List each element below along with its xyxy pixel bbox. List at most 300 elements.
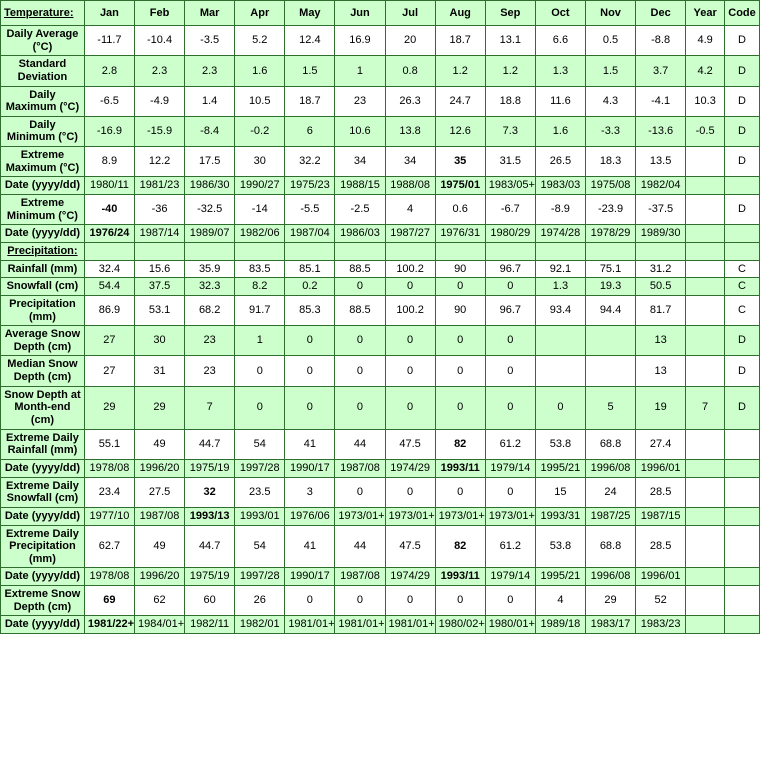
table-row — [1, 195, 760, 225]
cell-nov-4: 18.3 — [585, 147, 635, 177]
cell-year-4 — [686, 147, 725, 177]
table-row — [1, 616, 760, 634]
cell-apr-2: 91.7 — [235, 295, 285, 325]
cell-year-4 — [686, 356, 725, 386]
cell-mar-7: 1975/19 — [185, 459, 235, 477]
table-row — [1, 278, 760, 296]
table-row — [1, 260, 760, 278]
cell-code-12 — [725, 586, 760, 616]
cell-apr-0: 83.5 — [235, 260, 285, 278]
cell-dec-3: 13 — [636, 326, 686, 356]
cell-oct-2: 11.6 — [535, 86, 585, 116]
cell-dec-11: 1996/01 — [636, 568, 686, 586]
cell-feb-6: -36 — [134, 195, 184, 225]
cell-jun-2: 23 — [335, 86, 385, 116]
cell-jun-3: 10.6 — [335, 116, 385, 146]
cell-apr-12: 26 — [235, 586, 285, 616]
cell-aug-5: 1975/01 — [435, 177, 485, 195]
cell-mar-0: 35.9 — [185, 260, 235, 278]
cell-year-11 — [686, 568, 725, 586]
cell-aug-3: 12.6 — [435, 116, 485, 146]
cell-nov-3 — [585, 326, 635, 356]
cell-jul-2: 26.3 — [385, 86, 435, 116]
cell-jul-4: 0 — [385, 356, 435, 386]
cell-aug-4: 35 — [435, 147, 485, 177]
cell-dec-9: 1987/15 — [636, 507, 686, 525]
cell-year-6 — [686, 429, 725, 459]
section-header-row-precipitation — [1, 242, 760, 260]
cell-feb-5: 1981/23 — [134, 177, 184, 195]
cell-mar-2: 1.4 — [185, 86, 235, 116]
cell-code-3: D — [725, 326, 760, 356]
cell-oct-3 — [535, 326, 585, 356]
cell-apr-0: 5.2 — [235, 26, 285, 56]
cell-may-11: 1990/17 — [285, 568, 335, 586]
cell-oct-12: 4 — [535, 586, 585, 616]
cell-apr-13: 1982/01 — [235, 616, 285, 634]
cell-sep-3: 0 — [485, 326, 535, 356]
cell-feb-10: 49 — [134, 525, 184, 568]
cell-jan-8: 23.4 — [84, 477, 134, 507]
cell-apr-4: 30 — [235, 147, 285, 177]
cell-code-0: D — [725, 26, 760, 56]
cell-aug-2: 90 — [435, 295, 485, 325]
section-spacer-cell — [725, 242, 760, 260]
cell-feb-9: 1987/08 — [134, 507, 184, 525]
cell-may-13: 1981/01+ — [285, 616, 335, 634]
cell-aug-12: 0 — [435, 586, 485, 616]
row-label-date-yyyy-dd-7: Date (yyyy/dd) — [1, 459, 85, 477]
cell-oct-5: 0 — [535, 386, 585, 429]
cell-jun-2: 88.5 — [335, 295, 385, 325]
cell-aug-10: 82 — [435, 525, 485, 568]
cell-mar-13: 1982/11 — [185, 616, 235, 634]
cell-aug-3: 0 — [435, 326, 485, 356]
cell-year-3: -0.5 — [686, 116, 725, 146]
cell-aug-13: 1980/02+ — [435, 616, 485, 634]
header-month-apr: Apr — [235, 1, 285, 26]
cell-sep-1: 1.2 — [485, 56, 535, 86]
table-row — [1, 586, 760, 616]
row-label-extreme-maximum-c-4: Extreme Maximum (°C) — [1, 147, 85, 177]
cell-dec-3: -13.6 — [636, 116, 686, 146]
section-spacer-cell — [84, 242, 134, 260]
cell-jul-6: 4 — [385, 195, 435, 225]
cell-year-0 — [686, 260, 725, 278]
cell-jan-11: 1978/08 — [84, 568, 134, 586]
cell-dec-6: -37.5 — [636, 195, 686, 225]
cell-feb-1: 2.3 — [134, 56, 184, 86]
row-label-average-snow-depth-cm-3: Average Snow Depth (cm) — [1, 326, 85, 356]
cell-may-7: 1990/17 — [285, 459, 335, 477]
cell-oct-2: 93.4 — [535, 295, 585, 325]
cell-jun-6: 44 — [335, 429, 385, 459]
cell-jun-4: 0 — [335, 356, 385, 386]
cell-apr-8: 23.5 — [235, 477, 285, 507]
section-spacer-cell — [134, 242, 184, 260]
cell-aug-1: 0 — [435, 278, 485, 296]
cell-oct-4: 26.5 — [535, 147, 585, 177]
header-month-jun: Jun — [335, 1, 385, 26]
cell-jan-7: 1976/24 — [84, 225, 134, 243]
cell-dec-1: 3.7 — [636, 56, 686, 86]
cell-year-5: 7 — [686, 386, 725, 429]
cell-sep-2: 96.7 — [485, 295, 535, 325]
header-month-jan: Jan — [84, 1, 134, 26]
section-label-precipitation: Precipitation: — [1, 242, 85, 260]
row-label-extreme-snow-depth-cm-12: Extreme Snow Depth (cm) — [1, 586, 85, 616]
cell-year-0: 4.9 — [686, 26, 725, 56]
cell-nov-6: 68.8 — [585, 429, 635, 459]
section-spacer-cell — [585, 242, 635, 260]
cell-aug-6: 0.6 — [435, 195, 485, 225]
cell-sep-0: 96.7 — [485, 260, 535, 278]
header-month-sep: Sep — [485, 1, 535, 26]
cell-may-0: 85.1 — [285, 260, 335, 278]
cell-mar-1: 32.3 — [185, 278, 235, 296]
section-spacer-cell — [686, 242, 725, 260]
cell-oct-10: 53.8 — [535, 525, 585, 568]
cell-dec-0: 31.2 — [636, 260, 686, 278]
cell-oct-1: 1.3 — [535, 278, 585, 296]
cell-jul-3: 0 — [385, 326, 435, 356]
cell-oct-7: 1974/28 — [535, 225, 585, 243]
cell-code-9 — [725, 507, 760, 525]
cell-code-5: D — [725, 386, 760, 429]
cell-nov-11: 1996/08 — [585, 568, 635, 586]
cell-oct-4 — [535, 356, 585, 386]
cell-year-13 — [686, 616, 725, 634]
cell-jul-12: 0 — [385, 586, 435, 616]
cell-oct-7: 1995/21 — [535, 459, 585, 477]
row-label-extreme-daily-rainfall-mm-6: Extreme Daily Rainfall (mm) — [1, 429, 85, 459]
section-spacer-cell — [335, 242, 385, 260]
cell-jul-7: 1974/29 — [385, 459, 435, 477]
cell-aug-11: 1993/11 — [435, 568, 485, 586]
cell-mar-5: 1986/30 — [185, 177, 235, 195]
cell-nov-13: 1983/17 — [585, 616, 635, 634]
cell-oct-6: -8.9 — [535, 195, 585, 225]
cell-mar-10: 44.7 — [185, 525, 235, 568]
cell-may-9: 1976/06 — [285, 507, 335, 525]
cell-jun-12: 0 — [335, 586, 385, 616]
cell-apr-5: 1990/27 — [235, 177, 285, 195]
cell-may-1: 0.2 — [285, 278, 335, 296]
cell-apr-1: 8.2 — [235, 278, 285, 296]
cell-apr-7: 1982/06 — [235, 225, 285, 243]
cell-aug-1: 1.2 — [435, 56, 485, 86]
cell-apr-11: 1997/28 — [235, 568, 285, 586]
cell-dec-4: 13.5 — [636, 147, 686, 177]
cell-code-7 — [725, 225, 760, 243]
table-row — [1, 225, 760, 243]
cell-year-7 — [686, 459, 725, 477]
cell-jan-13: 1981/22+ — [84, 616, 134, 634]
cell-sep-3: 7.3 — [485, 116, 535, 146]
cell-jun-13: 1981/01+ — [335, 616, 385, 634]
cell-jul-11: 1974/29 — [385, 568, 435, 586]
cell-may-4: 32.2 — [285, 147, 335, 177]
cell-nov-2: 4.3 — [585, 86, 635, 116]
cell-jul-5: 1988/08 — [385, 177, 435, 195]
cell-sep-2: 18.8 — [485, 86, 535, 116]
cell-feb-7: 1996/20 — [134, 459, 184, 477]
cell-code-2: C — [725, 295, 760, 325]
cell-jul-0: 100.2 — [385, 260, 435, 278]
cell-year-10 — [686, 525, 725, 568]
cell-jan-2: 86.9 — [84, 295, 134, 325]
row-label-extreme-daily-snowfall-cm-8: Extreme Daily Snowfall (cm) — [1, 477, 85, 507]
cell-sep-5: 0 — [485, 386, 535, 429]
cell-jul-0: 20 — [385, 26, 435, 56]
cell-may-0: 12.4 — [285, 26, 335, 56]
cell-may-3: 6 — [285, 116, 335, 146]
cell-may-6: 41 — [285, 429, 335, 459]
cell-feb-0: 15.6 — [134, 260, 184, 278]
cell-nov-0: 0.5 — [585, 26, 635, 56]
cell-mar-3: -8.4 — [185, 116, 235, 146]
cell-year-2: 10.3 — [686, 86, 725, 116]
row-label-date-yyyy-dd-11: Date (yyyy/dd) — [1, 568, 85, 586]
table-row — [1, 386, 760, 429]
cell-jun-1: 1 — [335, 56, 385, 86]
cell-apr-3: 1 — [235, 326, 285, 356]
section-spacer-cell — [636, 242, 686, 260]
cell-may-7: 1987/04 — [285, 225, 335, 243]
cell-sep-6: 61.2 — [485, 429, 535, 459]
cell-oct-6: 53.8 — [535, 429, 585, 459]
row-label-daily-minimum-c-3: Daily Minimum (°C) — [1, 116, 85, 146]
cell-feb-4: 12.2 — [134, 147, 184, 177]
cell-jun-8: 0 — [335, 477, 385, 507]
cell-sep-4: 0 — [485, 356, 535, 386]
cell-dec-1: 50.5 — [636, 278, 686, 296]
cell-jan-1: 2.8 — [84, 56, 134, 86]
cell-apr-4: 0 — [235, 356, 285, 386]
cell-apr-6: 54 — [235, 429, 285, 459]
cell-jan-3: 27 — [84, 326, 134, 356]
cell-aug-9: 1973/01+ — [435, 507, 485, 525]
row-label-date-yyyy-dd-5: Date (yyyy/dd) — [1, 177, 85, 195]
cell-may-3: 0 — [285, 326, 335, 356]
cell-mar-12: 60 — [185, 586, 235, 616]
cell-jun-4: 34 — [335, 147, 385, 177]
section-spacer-cell — [385, 242, 435, 260]
cell-oct-0: 6.6 — [535, 26, 585, 56]
cell-code-6 — [725, 429, 760, 459]
cell-nov-7: 1978/29 — [585, 225, 635, 243]
cell-feb-11: 1996/20 — [134, 568, 184, 586]
header-month-may: May — [285, 1, 335, 26]
cell-jan-4: 27 — [84, 356, 134, 386]
cell-dec-13: 1983/23 — [636, 616, 686, 634]
table-row — [1, 477, 760, 507]
cell-mar-9: 1993/13 — [185, 507, 235, 525]
cell-oct-1: 1.3 — [535, 56, 585, 86]
cell-sep-1: 0 — [485, 278, 535, 296]
cell-may-1: 1.5 — [285, 56, 335, 86]
header-month-feb: Feb — [134, 1, 184, 26]
cell-aug-0: 90 — [435, 260, 485, 278]
cell-feb-8: 27.5 — [134, 477, 184, 507]
cell-mar-0: -3.5 — [185, 26, 235, 56]
header-month-jul: Jul — [385, 1, 435, 26]
header-code: Code — [725, 1, 760, 26]
cell-jul-6: 47.5 — [385, 429, 435, 459]
cell-feb-5: 29 — [134, 386, 184, 429]
cell-nov-5: 1975/08 — [585, 177, 635, 195]
cell-apr-3: -0.2 — [235, 116, 285, 146]
cell-may-6: -5.5 — [285, 195, 335, 225]
cell-sep-9: 1973/01+ — [485, 507, 535, 525]
row-label-rainfall-mm-0: Rainfall (mm) — [1, 260, 85, 278]
cell-may-4: 0 — [285, 356, 335, 386]
cell-code-1: D — [725, 56, 760, 86]
cell-dec-2: -4.1 — [636, 86, 686, 116]
table-row — [1, 86, 760, 116]
section-spacer-cell — [535, 242, 585, 260]
cell-jan-3: -16.9 — [84, 116, 134, 146]
cell-code-13 — [725, 616, 760, 634]
cell-sep-0: 13.1 — [485, 26, 535, 56]
table-row — [1, 147, 760, 177]
cell-dec-5: 1982/04 — [636, 177, 686, 195]
cell-aug-2: 24.7 — [435, 86, 485, 116]
row-label-daily-maximum-c-2: Daily Maximum (°C) — [1, 86, 85, 116]
cell-mar-4: 17.5 — [185, 147, 235, 177]
row-label-date-yyyy-dd-9: Date (yyyy/dd) — [1, 507, 85, 525]
cell-jan-6: -40 — [84, 195, 134, 225]
cell-nov-1: 1.5 — [585, 56, 635, 86]
cell-jan-6: 55.1 — [84, 429, 134, 459]
cell-nov-9: 1987/25 — [585, 507, 635, 525]
cell-nov-1: 19.3 — [585, 278, 635, 296]
table-header — [1, 1, 760, 26]
cell-code-7 — [725, 459, 760, 477]
cell-code-4: D — [725, 356, 760, 386]
cell-feb-3: 30 — [134, 326, 184, 356]
cell-dec-0: -8.8 — [636, 26, 686, 56]
cell-aug-7: 1993/11 — [435, 459, 485, 477]
cell-jan-1: 54.4 — [84, 278, 134, 296]
row-label-extreme-daily-precipitation-mm-10: Extreme Daily Precipitation (mm) — [1, 525, 85, 568]
cell-jun-0: 88.5 — [335, 260, 385, 278]
header-month-dec: Dec — [636, 1, 686, 26]
cell-jan-9: 1977/10 — [84, 507, 134, 525]
cell-nov-2: 94.4 — [585, 295, 635, 325]
cell-jun-6: -2.5 — [335, 195, 385, 225]
cell-year-8 — [686, 477, 725, 507]
cell-jul-8: 0 — [385, 477, 435, 507]
cell-mar-1: 2.3 — [185, 56, 235, 86]
cell-feb-7: 1987/14 — [134, 225, 184, 243]
cell-jun-11: 1987/08 — [335, 568, 385, 586]
cell-dec-12: 52 — [636, 586, 686, 616]
row-label-standard-deviation-1: Standard Deviation — [1, 56, 85, 86]
row-label-snowfall-cm-1: Snowfall (cm) — [1, 278, 85, 296]
cell-sep-4: 31.5 — [485, 147, 535, 177]
table-row — [1, 295, 760, 325]
cell-code-0: C — [725, 260, 760, 278]
cell-jan-5: 29 — [84, 386, 134, 429]
cell-oct-13: 1989/18 — [535, 616, 585, 634]
cell-code-8 — [725, 477, 760, 507]
cell-dec-4: 13 — [636, 356, 686, 386]
cell-code-6: D — [725, 195, 760, 225]
cell-year-3 — [686, 326, 725, 356]
cell-jul-1: 0 — [385, 278, 435, 296]
cell-may-5: 1975/23 — [285, 177, 335, 195]
cell-nov-8: 24 — [585, 477, 635, 507]
cell-apr-1: 1.6 — [235, 56, 285, 86]
header-month-aug: Aug — [435, 1, 485, 26]
cell-nov-7: 1996/08 — [585, 459, 635, 477]
cell-feb-1: 37.5 — [134, 278, 184, 296]
cell-jun-1: 0 — [335, 278, 385, 296]
cell-feb-0: -10.4 — [134, 26, 184, 56]
cell-jan-5: 1980/11 — [84, 177, 134, 195]
cell-mar-3: 23 — [185, 326, 235, 356]
cell-oct-3: 1.6 — [535, 116, 585, 146]
cell-sep-5: 1983/05+ — [485, 177, 535, 195]
cell-jul-1: 0.8 — [385, 56, 435, 86]
cell-jun-0: 16.9 — [335, 26, 385, 56]
cell-nov-4 — [585, 356, 635, 386]
header-month-nov: Nov — [585, 1, 635, 26]
cell-may-12: 0 — [285, 586, 335, 616]
cell-oct-0: 92.1 — [535, 260, 585, 278]
cell-mar-4: 23 — [185, 356, 235, 386]
cell-may-5: 0 — [285, 386, 335, 429]
cell-apr-9: 1993/01 — [235, 507, 285, 525]
cell-year-6 — [686, 195, 725, 225]
cell-may-2: 85.3 — [285, 295, 335, 325]
cell-sep-10: 61.2 — [485, 525, 535, 568]
row-label-daily-average-c-0: Daily Average (°C) — [1, 26, 85, 56]
cell-jan-0: -11.7 — [84, 26, 134, 56]
cell-nov-0: 75.1 — [585, 260, 635, 278]
cell-dec-2: 81.7 — [636, 295, 686, 325]
cell-mar-8: 32 — [185, 477, 235, 507]
cell-jun-3: 0 — [335, 326, 385, 356]
header-row — [1, 1, 760, 26]
cell-year-1 — [686, 278, 725, 296]
cell-jun-7: 1987/08 — [335, 459, 385, 477]
table-row — [1, 507, 760, 525]
cell-sep-7: 1980/29 — [485, 225, 535, 243]
cell-jan-7: 1978/08 — [84, 459, 134, 477]
section-spacer-cell — [435, 242, 485, 260]
cell-nov-5: 5 — [585, 386, 635, 429]
cell-dec-8: 28.5 — [636, 477, 686, 507]
table-row — [1, 356, 760, 386]
cell-dec-7: 1989/30 — [636, 225, 686, 243]
row-label-snow-depth-at-month-end-cm-5: Snow Depth at Month-end (cm) — [1, 386, 85, 429]
row-label-precipitation-mm-2: Precipitation (mm) — [1, 295, 85, 325]
table-row — [1, 429, 760, 459]
cell-aug-8: 0 — [435, 477, 485, 507]
cell-feb-12: 62 — [134, 586, 184, 616]
row-label-extreme-minimum-c-6: Extreme Minimum (°C) — [1, 195, 85, 225]
cell-oct-9: 1993/31 — [535, 507, 585, 525]
table-row — [1, 56, 760, 86]
table-body — [1, 26, 760, 634]
table-row — [1, 177, 760, 195]
cell-feb-2: -4.9 — [134, 86, 184, 116]
table-row — [1, 26, 760, 56]
cell-apr-7: 1997/28 — [235, 459, 285, 477]
cell-jul-5: 0 — [385, 386, 435, 429]
